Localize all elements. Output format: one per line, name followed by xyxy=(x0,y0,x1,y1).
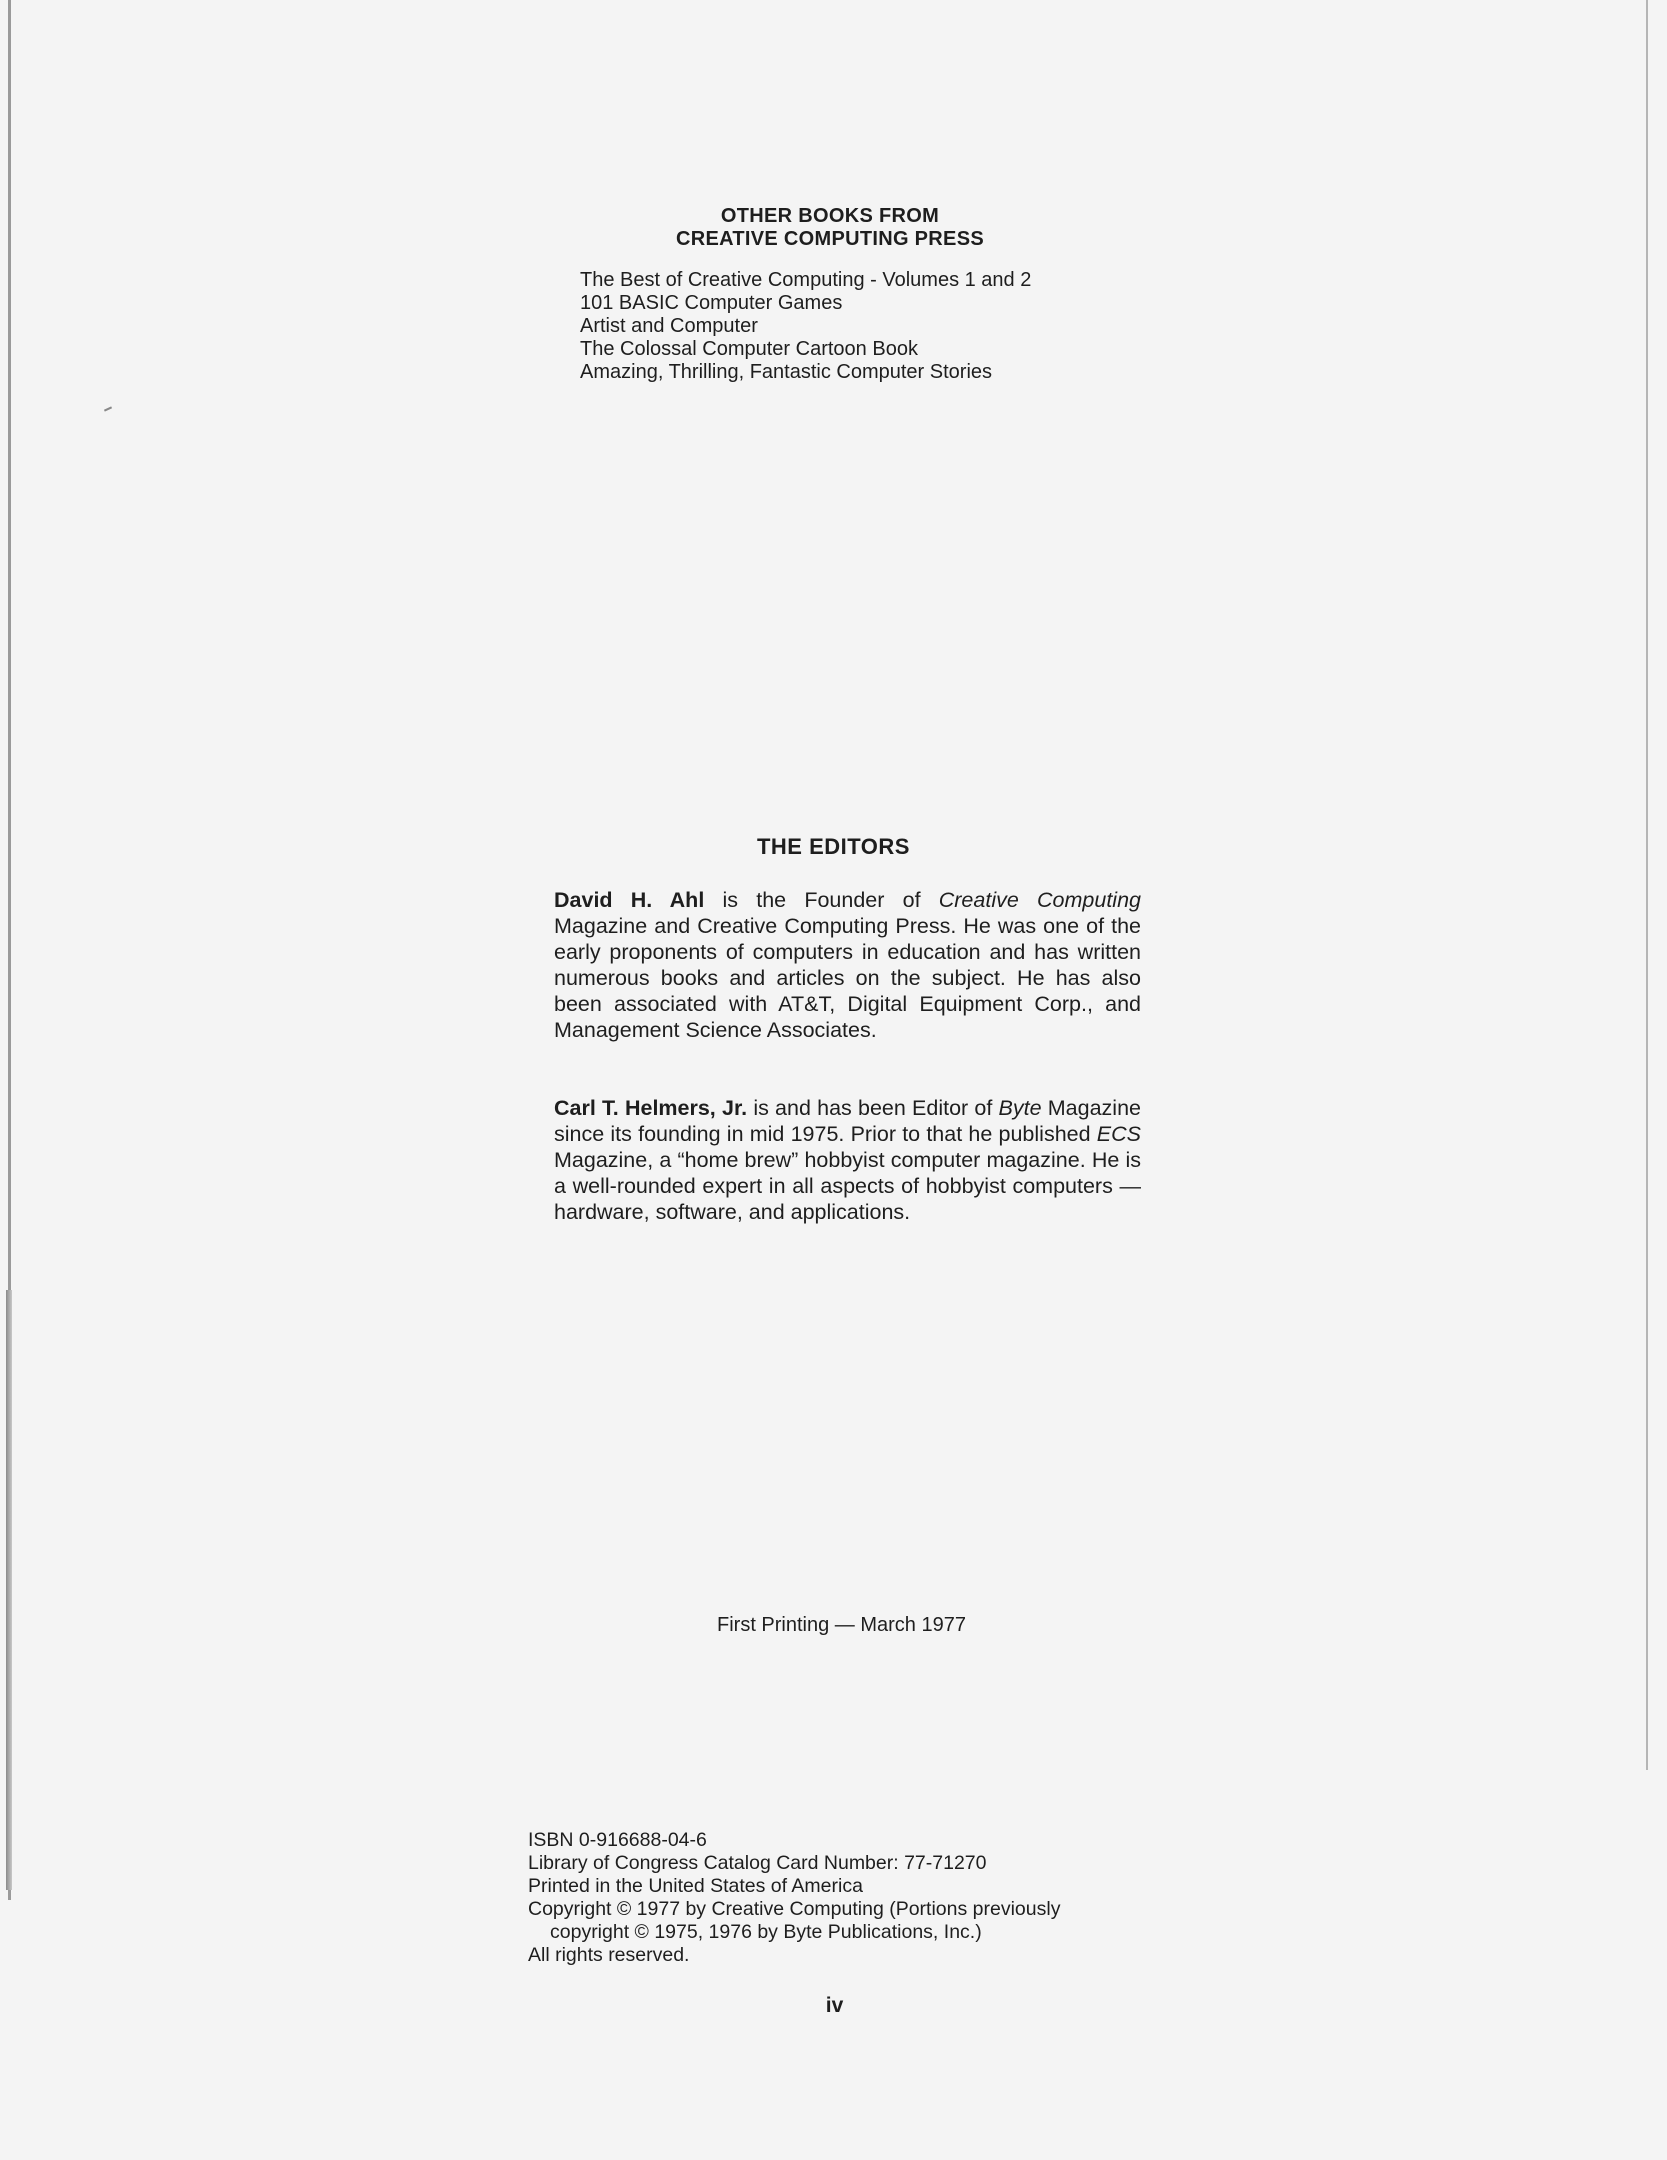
page-right-edge xyxy=(1646,0,1648,1770)
book-title: Amazing, Thrilling, Fantastic Computer Stories xyxy=(580,361,993,383)
isbn: ISBN 0-916688-04-6 xyxy=(528,1829,707,1851)
magazine-name: Byte xyxy=(998,1096,1042,1120)
editor-name: David H. Ahl xyxy=(554,888,705,912)
bio-text: Magazine since its founding in mid 1975. Prior to that he published xyxy=(554,1096,1141,1146)
other-books-list xyxy=(580,269,1150,384)
book-title: 101 BASIC Computer Games xyxy=(580,292,843,314)
other-books-section xyxy=(520,205,1150,384)
book-title: Artist and Computer xyxy=(580,315,758,337)
copyright-line-continued: copyright © 1975, 1976 by Byte Publications, Inc.) xyxy=(550,1921,982,1943)
other-books-heading-line1: OTHER BOOKS FROM xyxy=(720,205,940,227)
printed-in: Printed in the United States of America xyxy=(528,1875,863,1897)
colophon xyxy=(528,1829,1208,1967)
book-title: The Best of Creative Computing - Volumes 1 and 2 xyxy=(580,269,1032,291)
editor-bio-helmers xyxy=(554,1095,1141,1225)
copyright-line: Copyright © 1977 by Creative Computing (Portions previously xyxy=(528,1898,1061,1920)
printing-notice: First Printing — March 1977 xyxy=(717,1614,966,1636)
lccn: Library of Congress Catalog Card Number: 77-71270 xyxy=(528,1852,987,1874)
bio-text: is and has been Editor of xyxy=(747,1096,999,1120)
other-books-heading xyxy=(330,205,1330,251)
page-number: iv xyxy=(825,1994,844,2017)
bio-text: is the Founder of xyxy=(704,888,939,912)
editor-bio-ahl xyxy=(554,887,1141,1043)
editor-name: Carl T. Helmers, Jr. xyxy=(554,1096,748,1120)
bio-text: Magazine, a “home brew” hobbyist computer magazine. He is a well-rounded expert in all aspects of hobbyist computers — hardware, software, and applications. xyxy=(554,1148,1141,1224)
editors-heading: THE EDITORS xyxy=(756,834,910,859)
scan-speck xyxy=(104,406,112,411)
book-title: The Colossal Computer Cartoon Book xyxy=(580,338,918,360)
magazine-name: ECS xyxy=(1096,1122,1141,1146)
other-books-heading-line2: CREATIVE COMPUTING PRESS xyxy=(676,228,984,250)
rights-reserved: All rights reserved. xyxy=(528,1944,690,1966)
page-left-edge-shadow xyxy=(6,1290,12,1890)
magazine-name: Creative Computing xyxy=(938,888,1141,912)
bio-text: Magazine and Creative Computing Press. He was one of the early proponents of computers in education and has written numerous books and articles on the subject. He has also been associated with AT&T, Digital Equipment Corp., and Management Science Associates. xyxy=(554,914,1141,1042)
